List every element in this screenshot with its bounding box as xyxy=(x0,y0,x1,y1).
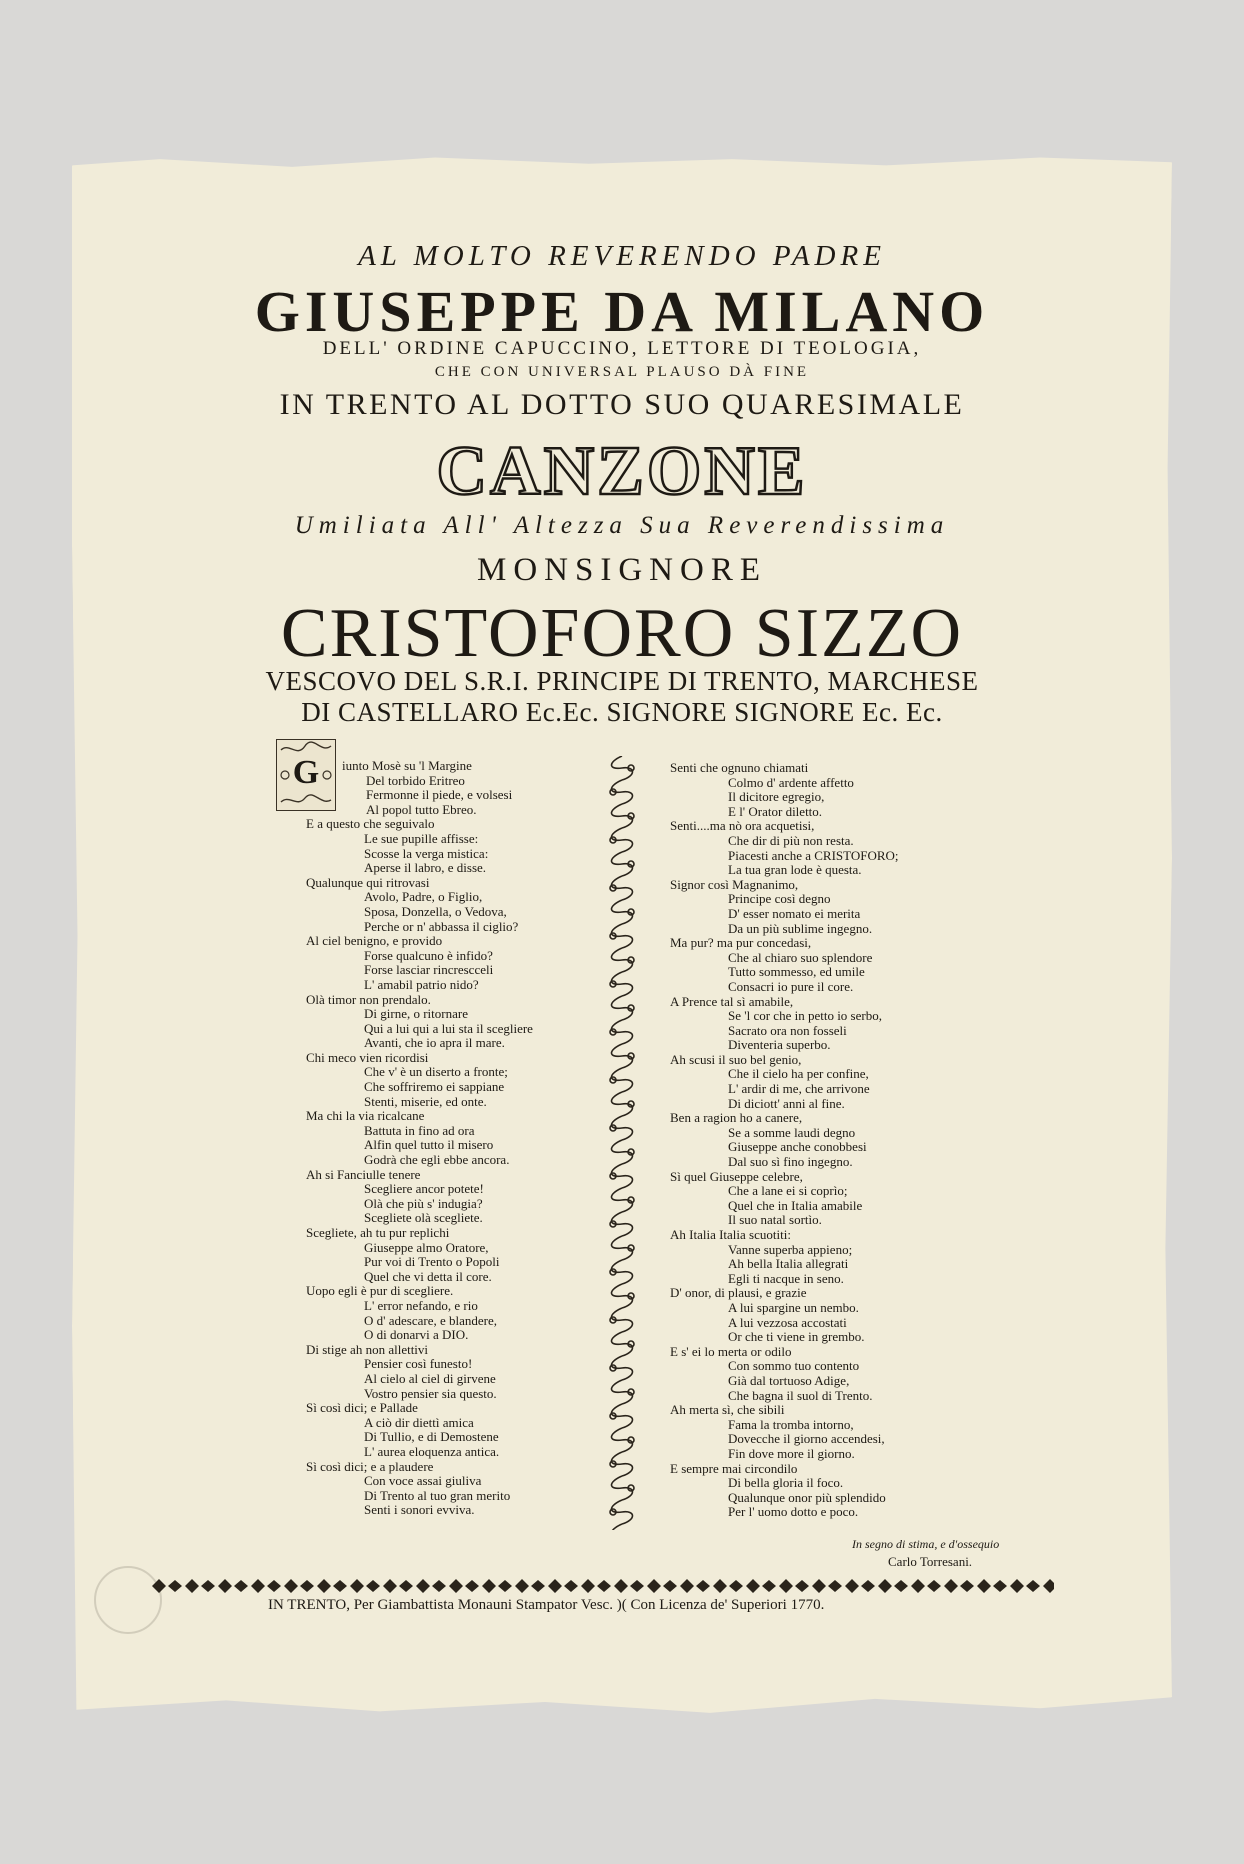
poem-line: Alfin quel tutto il misero xyxy=(364,1137,494,1153)
vine-ornament-divider xyxy=(604,756,640,1530)
poem-line: Con sommo tuo contento xyxy=(728,1358,860,1374)
poem-line: Che soffriremo ei sappiane xyxy=(364,1079,505,1095)
band-motif xyxy=(317,1579,347,1593)
poem-line: Scegliere ancor potete! xyxy=(364,1181,484,1197)
poem-line: Al cielo al ciel di girvene xyxy=(364,1370,496,1386)
poem-line: Senti....ma nò ora acquetisi, xyxy=(670,818,815,834)
poem-line: Senti che ognuno chiamati xyxy=(670,760,809,775)
vine-segment xyxy=(612,900,633,924)
occasion-line: CHE CON UNIVERSAL PLAUSO DÀ FINE xyxy=(434,364,810,380)
poem-line: Qualunque qui ritrovasi xyxy=(306,874,430,890)
dedicatee-order: DELL' ORDINE CAPUCCINO, LETTORE DI TEOLOGIA, xyxy=(322,338,922,359)
band-motif xyxy=(812,1579,842,1593)
document-title: CANZONE xyxy=(436,433,808,510)
poem-line: Al popol tutto Ebreo. xyxy=(366,801,477,817)
poem-line: Ah scusi il suo bel genio, xyxy=(670,1051,802,1067)
band-motif xyxy=(548,1579,578,1593)
band-motif xyxy=(779,1579,809,1593)
poem-line: E sempre mai circondilo xyxy=(670,1460,798,1476)
band-motif xyxy=(482,1579,512,1593)
poem-line: Vanne superba appieno; xyxy=(728,1241,853,1257)
band-motif xyxy=(746,1579,776,1593)
poem-column-left xyxy=(306,759,533,1518)
band-motif xyxy=(977,1579,1007,1593)
poem-line: Con voce assai giuliva xyxy=(364,1473,482,1489)
poem-line: Il dicitore egregio, xyxy=(728,789,825,805)
ornament-band xyxy=(148,1576,1054,1596)
poem-line: Sì così dici; e Pallade xyxy=(306,1400,418,1416)
poem-line: L' ardir di me, che arrivone xyxy=(728,1081,870,1097)
band-motif xyxy=(449,1579,479,1593)
vine-segment xyxy=(612,1044,633,1068)
poem-line: Egli ti nacque in seno. xyxy=(728,1270,844,1286)
printer-imprint: IN TRENTO, Per Giambattista Monauni Stampator Vesc. )( Con Licenza de' Superiori 1770. xyxy=(268,1597,825,1613)
vine-segment xyxy=(612,1356,633,1380)
poem-line: Al ciel benigno, e provido xyxy=(306,933,443,949)
vine-segment xyxy=(612,1140,633,1164)
vine-segment xyxy=(612,1212,633,1236)
band-motif xyxy=(581,1579,611,1593)
vine-segment xyxy=(612,924,633,948)
poem-line: O d' adescare, e blandere, xyxy=(364,1312,497,1328)
poem-line: Ah Italia Italia scuotiti: xyxy=(670,1227,791,1242)
poem-line: Quel che in Italia amabile xyxy=(728,1197,863,1213)
poem-line: Consacri io pure il core. xyxy=(728,978,854,994)
bishop-title-2: DI CASTELLARO Ec.Ec. SIGNORE SIGNORE Ec. Ec. xyxy=(301,697,943,727)
bishop-name: CRISTOFORO SIZZO xyxy=(280,595,964,672)
poem-line: Ben a ragion ho a canere, xyxy=(670,1110,803,1126)
vine-segment xyxy=(612,1284,633,1308)
honorific: MONSIGNORE xyxy=(476,552,767,588)
poem-line: A Prence tal sì amabile, xyxy=(670,993,794,1009)
band-motif xyxy=(845,1579,875,1593)
band-motif xyxy=(680,1579,710,1593)
poem-line: Se a somme laudi degno xyxy=(728,1124,856,1140)
poem-line: Stenti, miserie, ed onte. xyxy=(364,1093,487,1109)
poem-line: O di donarvi a DIO. xyxy=(364,1327,469,1343)
poem-line: L' aurea eloquenza antica. xyxy=(364,1443,500,1459)
poem-line: Avanti, che io apra il mare. xyxy=(364,1035,505,1051)
poem-line: Signor così Magnanimo, xyxy=(670,876,799,892)
occasion-place: IN TRENTO AL DOTTO SUO QUARESIMALE xyxy=(279,388,965,421)
poem-line: Perche or n' abbassa il ciglio? xyxy=(364,918,519,934)
poem-line: Olà timor non prendalo. xyxy=(306,991,431,1007)
poem-line: Olà che più s' indugia? xyxy=(364,1195,483,1211)
poem-line: E a questo che seguivalo xyxy=(306,816,435,832)
vine-segment xyxy=(612,1476,633,1500)
poem-line: Ah bella Italia allegrati xyxy=(728,1256,849,1272)
vine-segment xyxy=(612,1380,633,1404)
poem-line: E s' ei lo merta or odilo xyxy=(670,1343,792,1359)
poem-line: E l' Orator diletto. xyxy=(728,803,823,819)
bishop-title-1: VESCOVO DEL S.R.I. PRINCIPE DI TRENTO, MARCHESE xyxy=(265,666,979,696)
poem-line: Giuseppe almo Oratore, xyxy=(364,1239,489,1255)
poem-column-right xyxy=(670,761,899,1520)
band-motif xyxy=(713,1579,743,1593)
poem-line: Dal suo sì fino ingegno. xyxy=(728,1154,853,1170)
poem-line: Pensier così funesto! xyxy=(364,1356,473,1372)
poem-line: Che v' è un diserto a fronte; xyxy=(364,1064,508,1080)
band-motif xyxy=(878,1579,908,1593)
poem-line: Piacesti anche a CRISTOFORO; xyxy=(728,847,899,863)
poem-line: D' esser nomato ei merita xyxy=(728,905,861,921)
poem-line: L' amabil patrio nido? xyxy=(364,976,479,992)
poem-line: Fama la tromba intorno, xyxy=(728,1416,854,1432)
vine-segment xyxy=(612,1524,633,1530)
poem-line: Che al chiaro suo splendore xyxy=(728,949,873,965)
poem-line: Ma pur? ma pur concedasi, xyxy=(670,935,812,951)
poem-line: Sposa, Donzella, o Vedova, xyxy=(364,903,507,919)
poem-line: La tua gran lode è questa. xyxy=(728,862,862,878)
vine-segment xyxy=(612,828,633,852)
poem-line: Battuta in fino ad ora xyxy=(364,1122,475,1138)
poem-line: A ciò dir diettì amica xyxy=(364,1414,474,1430)
vine-segment xyxy=(612,1452,633,1476)
vine-segment xyxy=(612,1500,633,1524)
poem-line: Sacrato ora non fosseli xyxy=(728,1022,847,1038)
vine-segment xyxy=(612,1068,633,1092)
vine-segment xyxy=(612,972,633,996)
vine-segment xyxy=(612,1020,633,1044)
vine-segment xyxy=(612,804,633,828)
vine-segment xyxy=(612,1188,633,1212)
poem-line: Già dal tortuoso Adige, xyxy=(728,1372,850,1388)
vine-segment xyxy=(612,1116,633,1140)
poem-line: Fermonne il piede, e volsesi xyxy=(366,787,513,803)
poem-line: Forse qualcuno è infido? xyxy=(364,947,493,963)
poem-line: Di stige ah non allettivi xyxy=(306,1341,429,1357)
poem-line: Da un più sublime ingegno. xyxy=(728,920,873,936)
dedication-line: AL MOLTO REVERENDO PADRE xyxy=(358,240,886,272)
poem-line: Pur voi di Trento o Popoli xyxy=(364,1254,500,1270)
poem-line: Per l' uomo dotto e poco. xyxy=(728,1504,859,1520)
poem-line: Se 'l cor che in petto io serbo, xyxy=(728,1008,882,1024)
vine-segment xyxy=(612,1308,633,1332)
band-motif xyxy=(944,1579,974,1593)
poem-line: Diventeria superbo. xyxy=(728,1037,831,1053)
poem-line: Principe così degno xyxy=(728,891,831,907)
vine-segment xyxy=(612,1404,633,1428)
poem-line: Che a lane ei si coprìo; xyxy=(728,1183,848,1199)
poem-line: Uopo egli è pur di scegliere. xyxy=(306,1283,454,1299)
poem-line: Qualunque onor più splendido xyxy=(728,1489,886,1505)
vine-segment xyxy=(612,1092,633,1116)
poem-line: Tutto sommesso, ed umile xyxy=(728,964,865,980)
vine-segment xyxy=(612,1260,633,1284)
poem-line: Or che ti viene in grembo. xyxy=(728,1329,865,1345)
poem-line: Di bella gloria il foco. xyxy=(728,1475,844,1491)
vine-segment xyxy=(612,852,633,876)
poem-line: Dovecche il giorno accendesi, xyxy=(728,1431,885,1447)
band-motif xyxy=(416,1579,446,1593)
initial-letter: G xyxy=(292,754,320,791)
poem-line: Giuseppe anche conobbesi xyxy=(728,1139,867,1155)
signature-name: Carlo Torresani. xyxy=(888,1554,973,1569)
vine-segment xyxy=(612,1428,633,1452)
poem-line: A lui vezzosa accostati xyxy=(728,1314,847,1330)
poem-line: Che bagna il suol di Trento. xyxy=(728,1387,873,1403)
band-motif xyxy=(185,1579,215,1593)
poem-line: Scegliete olà scegliete. xyxy=(364,1210,483,1226)
vine-segment xyxy=(612,876,633,900)
poem-line: iunto Mosè su 'l Margine xyxy=(342,758,472,773)
poem-line: Quel che vi detta il core. xyxy=(364,1268,492,1284)
poem-line: Forse lasciar rincrescceli xyxy=(364,962,494,978)
poem-line: Senti i sonori evviva. xyxy=(364,1502,475,1518)
poem-line: Scosse la verga mistica: xyxy=(364,845,489,861)
band-motif xyxy=(614,1579,644,1593)
humble-dedication: Umiliata All' Altezza Sua Reverendissima xyxy=(294,512,950,539)
band-motif xyxy=(911,1579,941,1593)
band-motif xyxy=(350,1579,380,1593)
poem-line: Che dir di più non resta. xyxy=(728,832,854,848)
band-motif xyxy=(1010,1579,1040,1593)
dedicatee-name: GIUSEPPE DA MILANO xyxy=(254,279,990,344)
poem-line: Ah merta sì, che sibili xyxy=(670,1402,785,1418)
band-motif xyxy=(284,1579,314,1593)
vine-segment xyxy=(612,1332,633,1356)
vine-segment xyxy=(612,1164,633,1188)
vine-segment xyxy=(612,1236,633,1260)
poem-line: Fin dove more il giorno. xyxy=(728,1445,855,1461)
band-motif xyxy=(515,1579,545,1593)
vine-segment xyxy=(612,996,633,1020)
poem-line: Di diciott' anni al fine. xyxy=(728,1095,845,1111)
poem-line: D' onor, di plausi, e grazie xyxy=(670,1285,807,1301)
vine-segment xyxy=(612,948,633,972)
poem-line: Ma chi la via ricalcane xyxy=(306,1108,425,1124)
poem-line: Del torbido Eritreo xyxy=(366,772,465,788)
poem-line: Le sue pupille affisse: xyxy=(364,830,479,846)
poem-line: Il suo natal sortìo. xyxy=(728,1212,822,1228)
poem-line: Vostro pensier sia questo. xyxy=(364,1385,497,1401)
band-motif xyxy=(383,1579,413,1593)
band-motif xyxy=(218,1579,248,1593)
band-motif xyxy=(152,1579,182,1593)
band-motif xyxy=(647,1579,677,1593)
poem-line: Ah si Fanciulle tenere xyxy=(306,1166,421,1182)
signature-formula: In segno di stima, e d'ossequio xyxy=(852,1537,1000,1551)
poem-line: Scegliete, ah tu pur replichi xyxy=(306,1225,450,1240)
poem-line: Di Tullio, e di Demostene xyxy=(364,1429,499,1445)
vine-segment xyxy=(612,756,633,780)
poem-line: A lui spargine un nembo. xyxy=(728,1299,859,1315)
band-motif xyxy=(1043,1579,1054,1593)
poem-line: Chi meco vien ricordisi xyxy=(306,1049,429,1065)
poem-line: Avolo, Padre, o Figlio, xyxy=(364,889,483,905)
poem-line: Di Trento al tuo gran merito xyxy=(364,1487,511,1503)
poem-line: Aperse il labro, e disse. xyxy=(364,860,487,876)
vine-segment xyxy=(612,780,633,804)
poem-line: L' error nefando, e rio xyxy=(364,1297,478,1313)
band-motif xyxy=(251,1579,281,1593)
poem-line: Sì così dici; e a plaudere xyxy=(306,1458,434,1474)
poem-line: Colmo d' ardente affetto xyxy=(728,774,854,790)
poem-line: Sì quel Giuseppe celebre, xyxy=(670,1168,803,1184)
poem-line: Qui a lui qui a lui sta il scegliere xyxy=(364,1020,533,1036)
poem-line: Di girne, o ritornare xyxy=(364,1006,468,1022)
poem-line: Godrà che egli ebbe ancora. xyxy=(364,1152,510,1168)
poem-line: Che il cielo ha per confine, xyxy=(728,1066,869,1082)
